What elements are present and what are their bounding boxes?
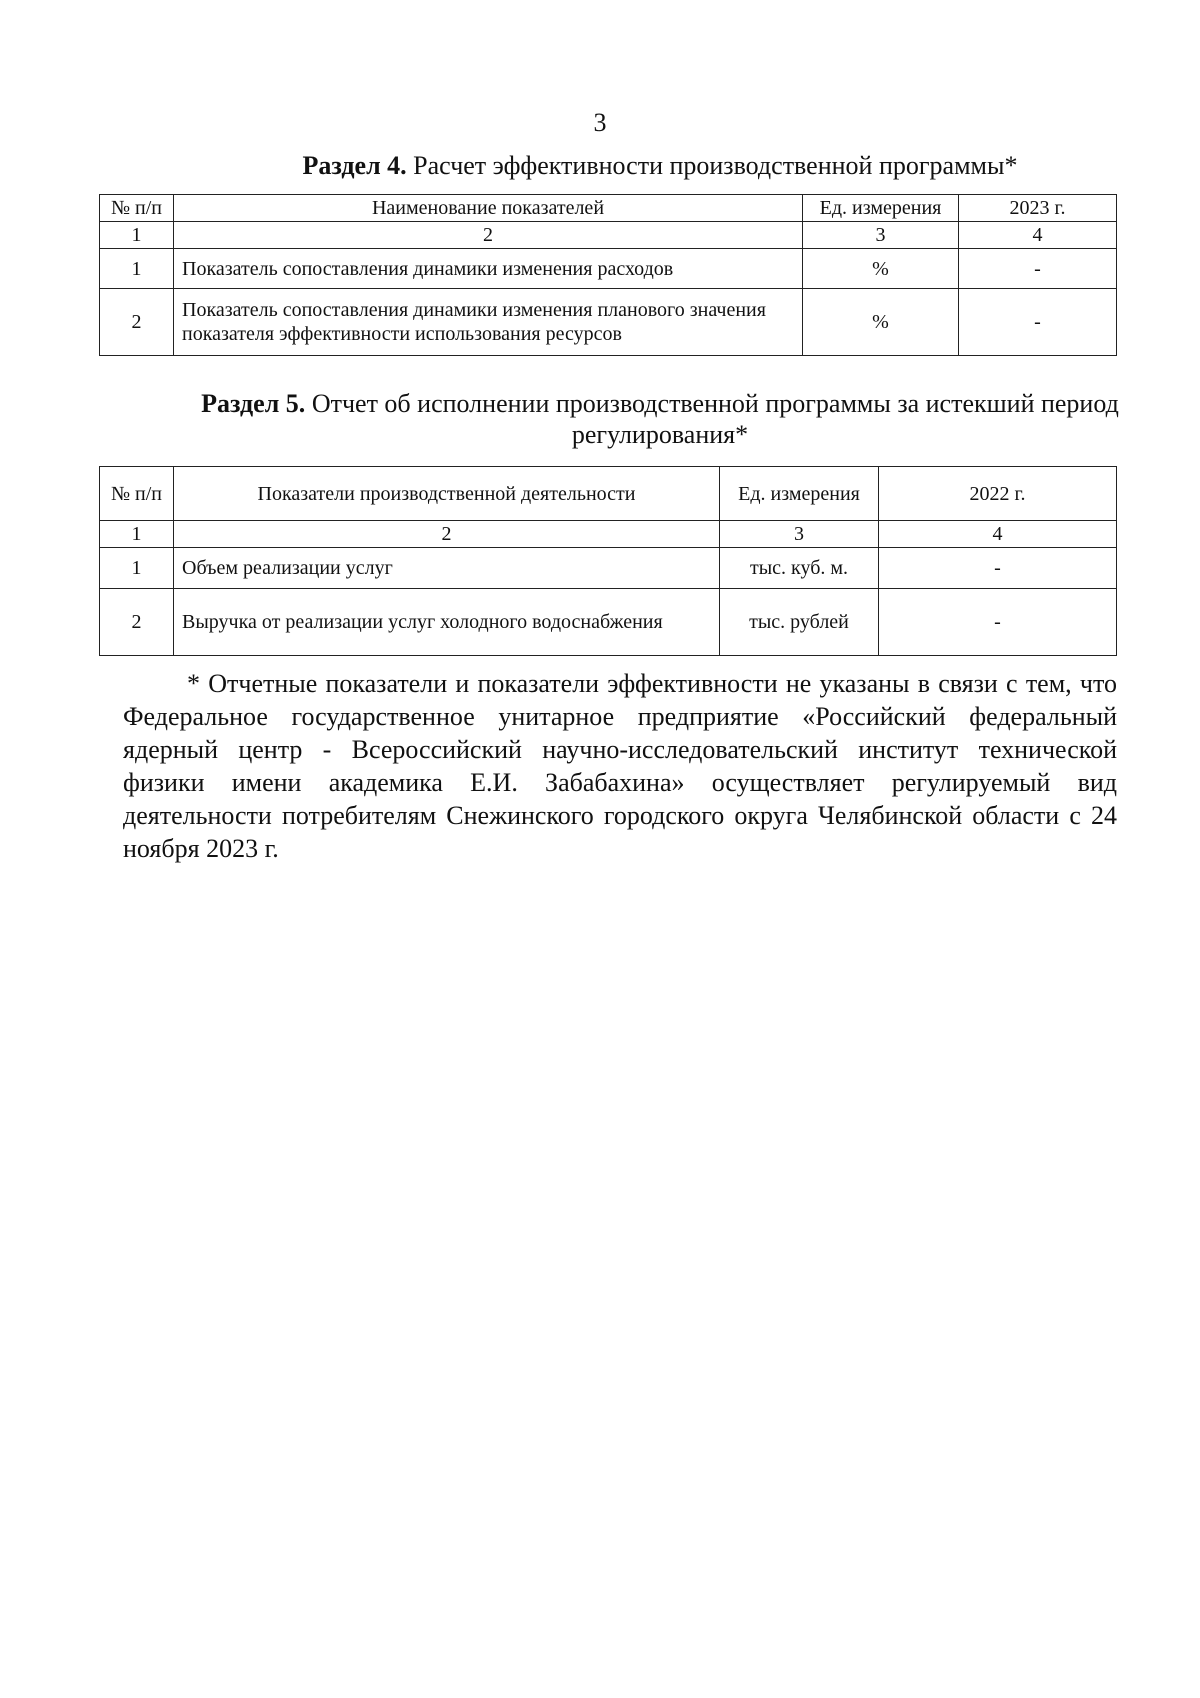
row-number: 1 <box>100 548 174 589</box>
row-value: - <box>959 289 1117 356</box>
section-4-title-text: Расчет эффективности производственной программы* <box>406 151 1018 180</box>
page-number: 3 <box>593 108 607 137</box>
row-value: - <box>959 249 1117 289</box>
numbering-cell: 3 <box>720 521 879 548</box>
header-cell-number: № п/п <box>100 467 174 521</box>
row-indicator-name: Показатель сопоставления динамики изменения расходов <box>174 249 803 289</box>
header-cell-name: Наименование показателей <box>174 195 803 222</box>
numbering-cell: 1 <box>100 521 174 548</box>
table-row <box>100 289 1117 356</box>
table-row <box>100 548 1117 589</box>
header-cell-year: 2022 г. <box>879 467 1117 521</box>
row-unit: тыс. рублей <box>720 589 879 656</box>
row-number: 2 <box>100 589 174 656</box>
row-indicator-name: Объем реализации услуг <box>174 548 720 589</box>
section-4-table <box>99 194 1117 356</box>
table-numbering-row <box>100 521 1117 548</box>
table-row <box>100 249 1117 289</box>
numbering-cell: 2 <box>174 222 803 249</box>
row-number: 1 <box>100 249 174 289</box>
numbering-cell: 2 <box>174 521 720 548</box>
table-numbering-row <box>100 222 1117 249</box>
table-header-row <box>100 467 1117 521</box>
header-cell-name: Показатели производственной деятельности <box>174 467 720 521</box>
section-5-table <box>99 466 1117 656</box>
section-5-title-bold: Раздел 5. <box>201 389 306 418</box>
numbering-cell: 3 <box>803 222 959 249</box>
row-indicator-name: Выручка от реализации услуг холодного водоснабжения <box>174 589 720 656</box>
header-cell-unit: Ед. измерения <box>803 195 959 222</box>
header-cell-number: № п/п <box>100 195 174 222</box>
numbering-cell: 1 <box>100 222 174 249</box>
section-4-title <box>100 150 1200 181</box>
table-row <box>100 589 1117 656</box>
section-4-title-bold: Раздел 4. <box>302 151 407 180</box>
numbering-cell: 4 <box>879 521 1117 548</box>
row-unit: % <box>803 289 959 356</box>
numbering-cell: 4 <box>959 222 1117 249</box>
header-cell-year: 2023 г. <box>959 195 1117 222</box>
row-unit: % <box>803 249 959 289</box>
section-5-title-text: Отчет об исполнении производственной программы за истекший период регулирования* <box>305 389 1119 449</box>
section-5-title <box>160 388 1160 450</box>
footnote-text: * Отчетные показатели и показатели эффективности не указаны в связи с тем, что Федеральное государственное унитарное предприятие «Российский федеральный ядерный центр - Всероссийский научно-исследовательский институт технической физики имени академика Е.И. Забабахина» осуществляет регулируемый вид деятельности потребителям Снежинского городского округа Челябинской области с 24 ноября 2023 г. <box>123 669 1117 863</box>
row-number: 2 <box>100 289 174 356</box>
table-header-row <box>100 195 1117 222</box>
row-unit: тыс. куб. м. <box>720 548 879 589</box>
row-value: - <box>879 548 1117 589</box>
row-value: - <box>879 589 1117 656</box>
row-indicator-name: Показатель сопоставления динамики изменения планового значения показателя эффективности использования ресурсов <box>174 289 803 356</box>
header-cell-unit: Ед. измерения <box>720 467 879 521</box>
